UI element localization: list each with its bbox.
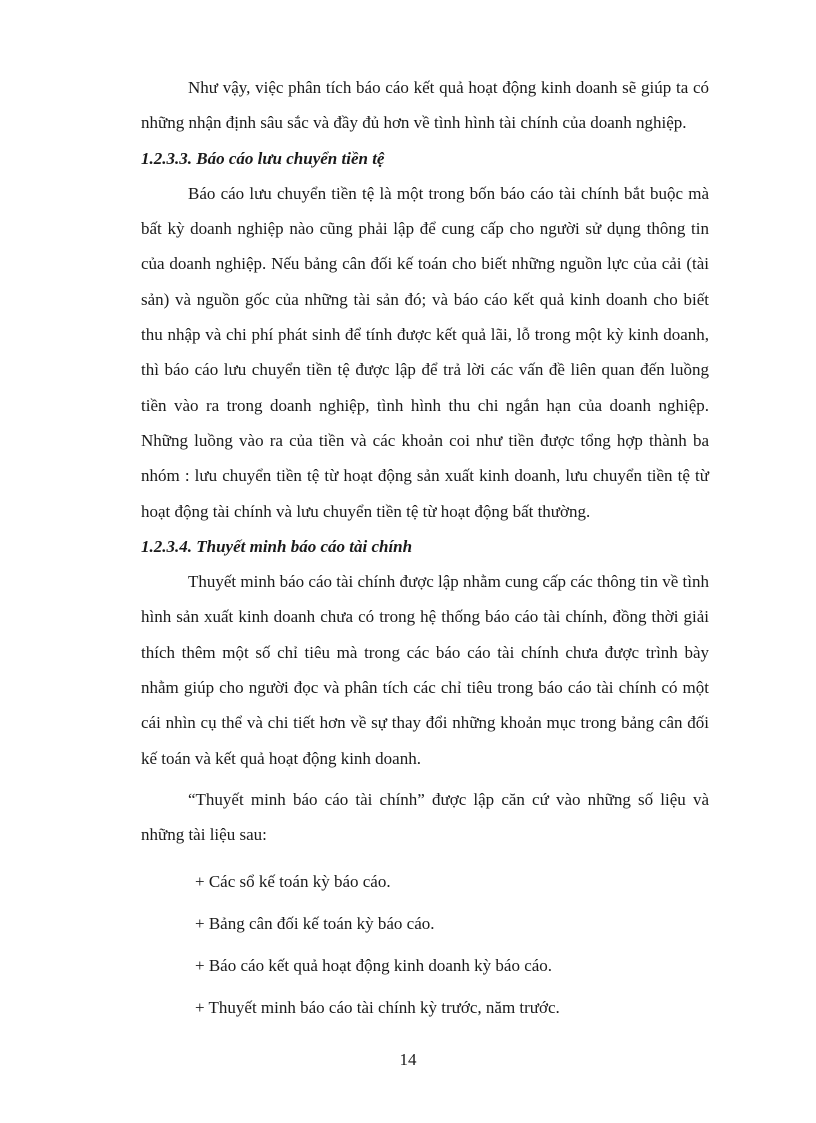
section-heading-notes: 1.2.3.4. Thuyết minh báo cáo tài chính [141, 536, 413, 556]
source-list [141, 861, 709, 1029]
notes-paragraph-2: “Thuyết minh báo cáo tài chính” được lập căn cứ vào những số liệu và những tài liệu sau: [141, 789, 709, 845]
section-heading-cash-flow: 1.2.3.3. Báo cáo lưu chuyển tiền tệ [141, 148, 385, 168]
intro-paragraph: Như vậy, việc phân tích báo cáo kết quả hoạt động kinh doanh sẽ giúp ta có những nhận định sâu sắc và đầy đủ hơn về tình hình tài chính của doanh nghiệp. [141, 78, 709, 133]
cash-flow-paragraph: Báo cáo lưu chuyển tiền tệ là một trong bốn báo cáo tài chính bắt buộc mà bất kỳ doanh nghiệp nào cũng phải lập để cung cấp cho người sử dụng thông tin của doanh nghiệp. Nếu bảng cân đối kế toán cho biết những nguồn lực của cải (tài sản) và nguồn gốc của những tài sản đó; và báo cáo kết quả kinh doanh cho biết thu nhập và chi phí phát sinh để tính được kết quả lãi, lỗ trong một kỳ kinh doanh, thì báo cáo lưu chuyển tiền tệ được lập để trả lời các vấn đề liên quan đến luồng tiền vào ra trong doanh nghiệp, tình hình thu chi ngắn hạn của doanh nghiệp. Những luồng vào ra của tiền và các khoản coi như tiền được tổng hợp thành ba nhóm : lưu chuyển tiền tệ từ hoạt động sản xuất kinh doanh, lưu chuyển tiền tệ từ hoạt động tài chính và lưu chuyển tiền tệ từ hoạt động bất thường. [141, 183, 709, 521]
list-item: + Thuyết minh báo cáo tài chính kỳ trước, năm trước. [195, 997, 560, 1017]
list-item: + Bảng cân đối kế toán kỳ báo cáo. [195, 913, 435, 933]
page-content [141, 70, 709, 1029]
page-number: 14 [399, 1050, 417, 1069]
notes-paragraph-1: Thuyết minh báo cáo tài chính được lập nhằm cung cấp các thông tin về tình hình sản xuất kinh doanh chưa có trong hệ thống báo cáo tài chính, đồng thời giải thích thêm một số chỉ tiêu mà trong các báo cáo tài chính chưa được trình bày nhằm giúp cho người đọc và phân tích các chỉ tiêu trong báo cáo tài chính có một cái nhìn cụ thể và chi tiết hơn về sự thay đổi những khoản mục trong bảng cân đối kế toán và kết quả hoạt động kinh doanh. [141, 572, 709, 768]
list-item: + Các sổ kế toán kỳ báo cáo. [195, 871, 391, 891]
list-item: + Báo cáo kết quả hoạt động kinh doanh kỳ báo cáo. [195, 955, 553, 975]
